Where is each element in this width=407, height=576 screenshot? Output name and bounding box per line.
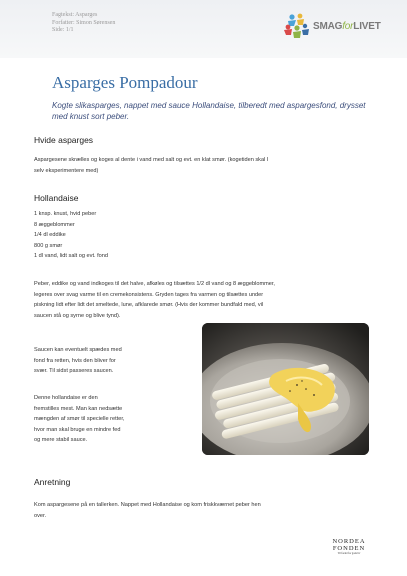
text-line: Denne hollandaise er den xyxy=(34,395,98,401)
text-line: fremstilles mest. Man kan nedsætte xyxy=(34,405,123,412)
page-title: Asparges Pompadour xyxy=(52,73,198,92)
ingredient-item: 1 knsp. knust, hvid peber xyxy=(34,211,97,217)
text-line: Kom aspargesene på en tallerken. Nappet med Hollandaise og kom friskkværnet peber hen xyxy=(34,502,261,508)
hvide-asparges-text xyxy=(34,155,268,176)
nordea-logo-tagline: Til fordel for gode liv xyxy=(337,552,361,555)
text-line: piskning lidt efter lidt det smeltede, lune, afklarede smør. (Hvis der kommer bundfald med, vil xyxy=(34,302,264,308)
recipe-subtitle: Kogte slikasparges, nappet med sauce Hollandaise, tilberedt med aspargesfond, drysset med knust sort peber. xyxy=(52,101,366,121)
smag-for-livet-logo xyxy=(283,12,383,42)
text-line: Peber, eddike og vand indkoges til det halve, afkøles og tilsættes 1/2 dl vand og 8 æggeblommer, xyxy=(34,281,275,287)
nordea-logo-line2: FONDEN xyxy=(332,545,366,552)
hollandaise-tip-2 xyxy=(34,393,124,446)
text-line: og mere stabil sauce. xyxy=(34,437,88,443)
people-cluster-icon xyxy=(283,12,311,40)
text-line: selv eksperimentere med) xyxy=(34,167,99,174)
text-line: legeres over svag varme til en cremekonsistens. Gryden tages fra varmen og tilsættes under xyxy=(34,291,264,298)
nordea-logo-line1: NORDEA xyxy=(332,538,366,545)
logo-text-for: for xyxy=(342,21,354,32)
text-line: fond fra retten, hvis den bliver for xyxy=(34,357,116,364)
heading-anretning: Anretning xyxy=(34,477,71,487)
hollandaise-tip-1 xyxy=(34,345,122,377)
ingredient-item: 1 dl vand, lidt salt og evt. fond xyxy=(34,253,109,259)
text-line: mængden af smør til specielle retter, xyxy=(34,416,125,422)
meta-page: Side: 1/1 xyxy=(52,27,74,33)
text-line: Saucen kan eventuelt spædes med xyxy=(34,347,122,353)
anretning-text xyxy=(34,500,261,521)
dish-illustration xyxy=(202,323,369,455)
ingredient-item: 8 æggeblommer xyxy=(34,221,75,228)
nordea-fonden-logo xyxy=(326,538,372,555)
heading-hollandaise: Hollandaise xyxy=(34,193,79,203)
page-header xyxy=(0,0,407,58)
meta-author: Forfatter: Simon Sørensen xyxy=(52,19,116,26)
logo-wordmark xyxy=(313,21,381,32)
text-line: saucen stå og syrne og blive tynd). xyxy=(34,312,121,319)
hollandaise-ingredients xyxy=(34,209,108,262)
text-line: hvor man skal bruge en mindre fed xyxy=(34,426,121,433)
logo-text-main: SMAG xyxy=(313,21,343,32)
asparagus-dish-photo xyxy=(202,323,369,455)
heading-hvide-asparges: Hvide asparges xyxy=(34,135,94,145)
ingredient-item: 800 g smør xyxy=(34,242,63,249)
text-line: over. xyxy=(34,512,47,519)
meta-category: Fagtekst: Asparges xyxy=(52,12,98,18)
text-line: svær. Til sidst passeres saucen. xyxy=(34,368,114,374)
hollandaise-method xyxy=(34,279,275,321)
text-line: Aspargesene skrælles og koges al dente i vand med salt og evt. en klat smør. (kogetiden skal I xyxy=(34,157,269,163)
document-meta xyxy=(52,12,115,35)
logo-text-end: LIVET xyxy=(353,21,381,32)
ingredient-item: 1/4 dl eddike xyxy=(34,232,66,238)
